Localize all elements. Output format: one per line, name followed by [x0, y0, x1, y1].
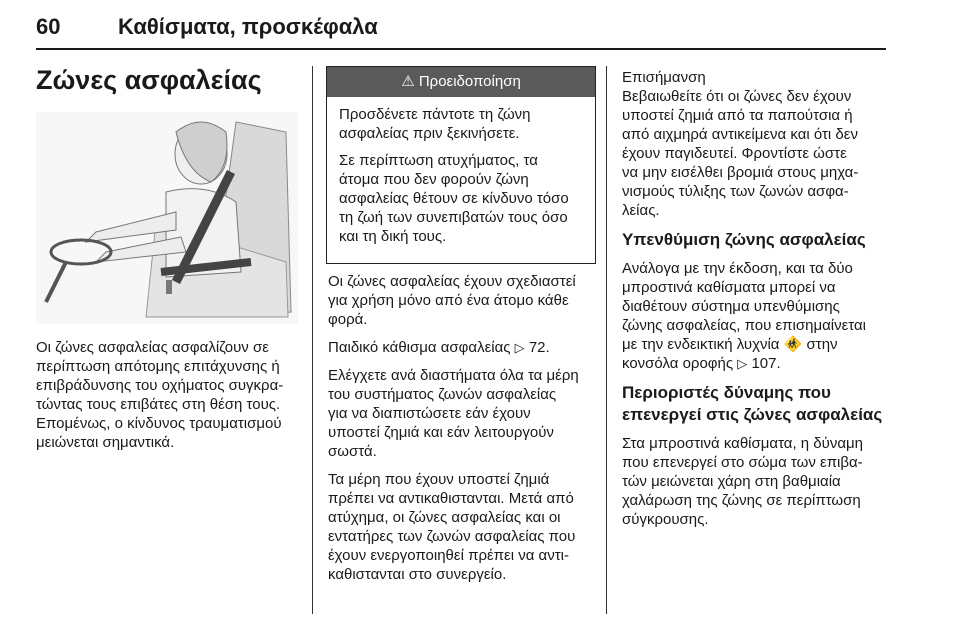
column-3-text — [622, 68, 890, 538]
warning-paragraph: Προσδένετε πάντοτε τη ζώνη ασφαλείας πριν ξεκινήσετε. — [339, 106, 531, 142]
paragraph: Παιδικό κάθισμα ασφαλείας ▷ 72. — [328, 339, 550, 356]
warning-box — [326, 66, 596, 264]
warning-heading: ⚠ Προειδοποίηση — [327, 67, 595, 97]
note-title: Επισήμανση — [622, 69, 706, 86]
paragraph: Ελέγχετε ανά διαστήματα όλα τα μέρη του συστήματος ζωνών ασφαλείας για να διαπιστώσετε εάν έχουν υποστεί ζημιά και εάν λειτουργούν σωστά. — [328, 367, 579, 460]
chapter-title: Καθίσματα, προσκέφαλα — [118, 14, 378, 39]
subheading: Περιοριστές δύναμης που επενεργεί στις ζώνες ασφαλείας — [622, 383, 883, 424]
column-divider-2 — [606, 66, 607, 614]
text-line: τώντας τους επιβάτες στη θέση τους. — [36, 396, 281, 413]
paragraph: Οι ζώνες ασφαλείας έχουν σχεδιαστεί για χρήση μόνο από ένα άτομο κάθε φορά. — [328, 273, 576, 328]
paragraph: Στα μπροστινά καθίσματα, η δύναμη που επενεργεί στο σώμα των επιβα- τών μειώνεται χάρη στη βαθμιαία χαλάρωση της ζώνης σε περίπτωση σύγκρουσης. — [622, 435, 864, 528]
section-title: Ζώνες ασφαλείας — [36, 65, 262, 95]
paragraph: Ανάλογα με την έκδοση, και τα δύο μπροστινά καθίσματα μπορεί να διαθέτουν σύστημα υπενθύμισης ζώνης ασφαλείας, που επισημαίνεται με την ενδεικτική λυχνία 🚸 στην κονσόλα οροφής ▷ 107. — [622, 260, 867, 372]
header-rule — [36, 48, 886, 50]
note: Επισήμανση Βεβαιωθείτε ότι οι ζώνες δεν έχουν υποστεί ζημιά από τα παπούτσια ή από αιχμηρά αντικείμενα και ότι δεν έχουν παγιδευτεί. Φροντίστε ώστε να μην εισέλθει βρομιά στους μηχα- νισμούς τύλιξης των ζωνών ασφα- λείας. — [622, 69, 859, 219]
column-divider-1 — [312, 66, 313, 614]
text-line: επιβράδυνσης του οχήματος συγκρα- — [36, 377, 284, 394]
warning-triangle-icon: ⚠ — [401, 73, 415, 90]
page-ref-arrow-icon[interactable]: ▷ — [737, 356, 748, 371]
text-line: Επομένως, ο κίνδυνος τραυματισμού — [36, 415, 282, 432]
text-line: Οι ζώνες ασφαλείας ασφαλίζουν σε — [36, 339, 269, 356]
page-number: 60 — [36, 14, 61, 39]
page-ref-arrow-icon[interactable]: ▷ — [514, 340, 525, 355]
warning-paragraph: Σε περίπτωση ατυχήματος, τα άτομα που δεν φορούν ζώνη ασφαλείας θέτουν σε κίνδυνο τόσο τη ζωή των συνεπιβατών τους όσο και τη δική τους. — [339, 152, 569, 245]
text-line: περίπτωση απότομης επιτάχυνσης ή — [36, 358, 280, 375]
seatbelt-icon: 🚸 — [783, 336, 803, 353]
page-header — [36, 14, 886, 48]
subheading: Υπενθύμιση ζώνης ασφαλείας — [622, 230, 866, 249]
text-line: μειώνεται σημαντικά. — [36, 434, 175, 451]
intro-paragraph — [36, 338, 304, 452]
column-2-text — [328, 272, 600, 593]
paragraph: Τα μέρη που έχουν υποστεί ζημιά πρέπει να αντικαθιστανται. Μετά από ατύχημα, οι ζώνες ασφαλείας και οι εντατήρες των ζωνών ασφαλείας που έχουν ενεργοποιηθεί πρέπει να αντι- καθιστανται στο συνεργείο. — [328, 471, 576, 583]
seatbelt-illustration — [36, 112, 298, 324]
